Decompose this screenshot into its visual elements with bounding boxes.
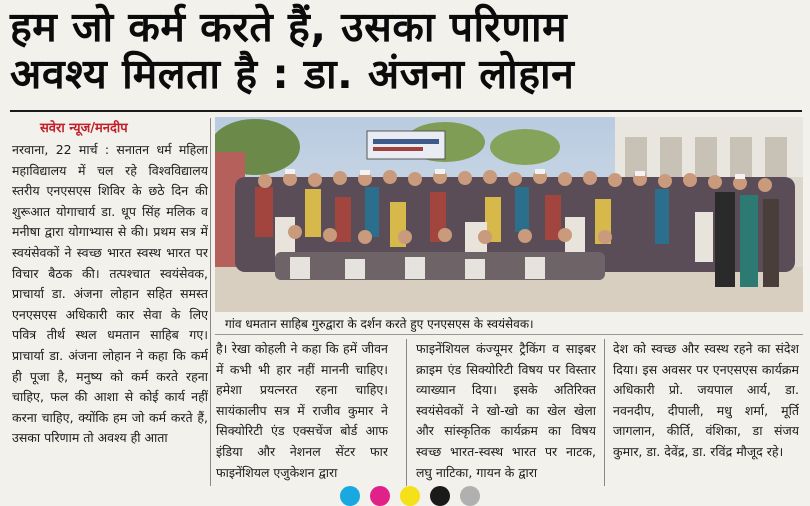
headline-line-2: अवश्य मिलता है : डा. अंजना लोहान [10, 50, 575, 98]
headline [10, 4, 802, 98]
headline-line-1: हम जो कर्म करते हैं, उसका परिणाम [10, 3, 568, 51]
article-column-4: देश को स्वच्छ और स्वस्थ रहने का संदेश दिया। इस अवसर पर एनएसएस कार्यक्रम अधिकारी प्रो. जयपाल आर्य, डा. नवनदीप, दीपाली, मधु शर्मा, मूर्ति जागलान, कीर्ति, वंशिका, डा संजय कुमार, डा. देवेंद्र, डा. रविंद्र मौजूद रहे। [613, 341, 799, 459]
registration-dot-black [430, 486, 450, 506]
column-rule [406, 339, 407, 486]
registration-dot-cyan [340, 486, 360, 506]
byline: सवेरा न्यूज/मनदीप [40, 121, 128, 136]
article-column-3: फाइनेंशियल कंज्यूमर ट्रैकिंग व साइबर क्राइम एंड सिक्योरिटी विषय पर विस्तार व्याख्यान दिया। इसके अतिरिक्त स्वयंसेवकों ने खो-खो का खेल खेला और सांस्कृतिक कार्यक्रम का विषय स्वच्छ भारत-स्वस्थ भारत पर नाटक, लघु नाटिका, गायन के द्वारा [416, 341, 596, 480]
registration-dot-yellow [400, 486, 420, 506]
registration-dot-magenta [370, 486, 390, 506]
article-column-2: है। रेखा कोहली ने कहा कि हमें जीवन में कभी भी हार नहीं माननी चाहिए। हमेशा प्रयत्नरत रहना चाहिए। सायंकालीप सत्र में राजीव कुमार ने सिक्योरिटी एंड एक्सचेंज बोर्ड आफ इंडिया और नेशनल सेंटर फार फाइनेंशियल एजुकेशन द्वारा [216, 341, 388, 480]
registration-dot-gray [460, 486, 480, 506]
group-photo-illustration [215, 117, 803, 312]
crowd [235, 169, 795, 287]
headline-divider [10, 110, 802, 112]
article-column-1: नरवाना, 22 मार्च : सनातन धर्म महिला महाविद्यालय में चल रहे विश्वविद्यालय स्तरीय एनएसएस शिविर के छठे दिन की शुरूआत योगाचार्य डा. धूप सिंह मलिक व मनीषा द्वारा योगाभ्यास से की। प्रथम सत्र में स्वयंसेवकों ने स्वच्छ भारत स्वस्थ भारत पर विचार बैठक की। तत्पश्चात स्वयंसेवक, प्राचार्या डा. अंजना लोहान सहित समस्त एनएसएस अधिकारी कार सेवा के लिए पवित्र तीर्थ स्थल धमतान साहिब गए। प्राचार्या डा. अंजना लोहान ने कहा कि कर्म ही पूजा है, मनुष्य को कर्म करते रहना चाहिए, फल की आशा से कोई कार्य नहीं करना चाहिए, क्योंकि हम जो कर्म करते हैं, उसका परिणाम तो अवश्य ही आता [12, 142, 208, 446]
photo-caption: गांव धमतान साहिब गुरुद्वारा के दर्शन करते हुए एनएसएस के स्वयंसेवक। [215, 313, 803, 335]
column-rule [604, 339, 605, 486]
column-rule [210, 118, 211, 486]
group-photo [215, 117, 803, 312]
